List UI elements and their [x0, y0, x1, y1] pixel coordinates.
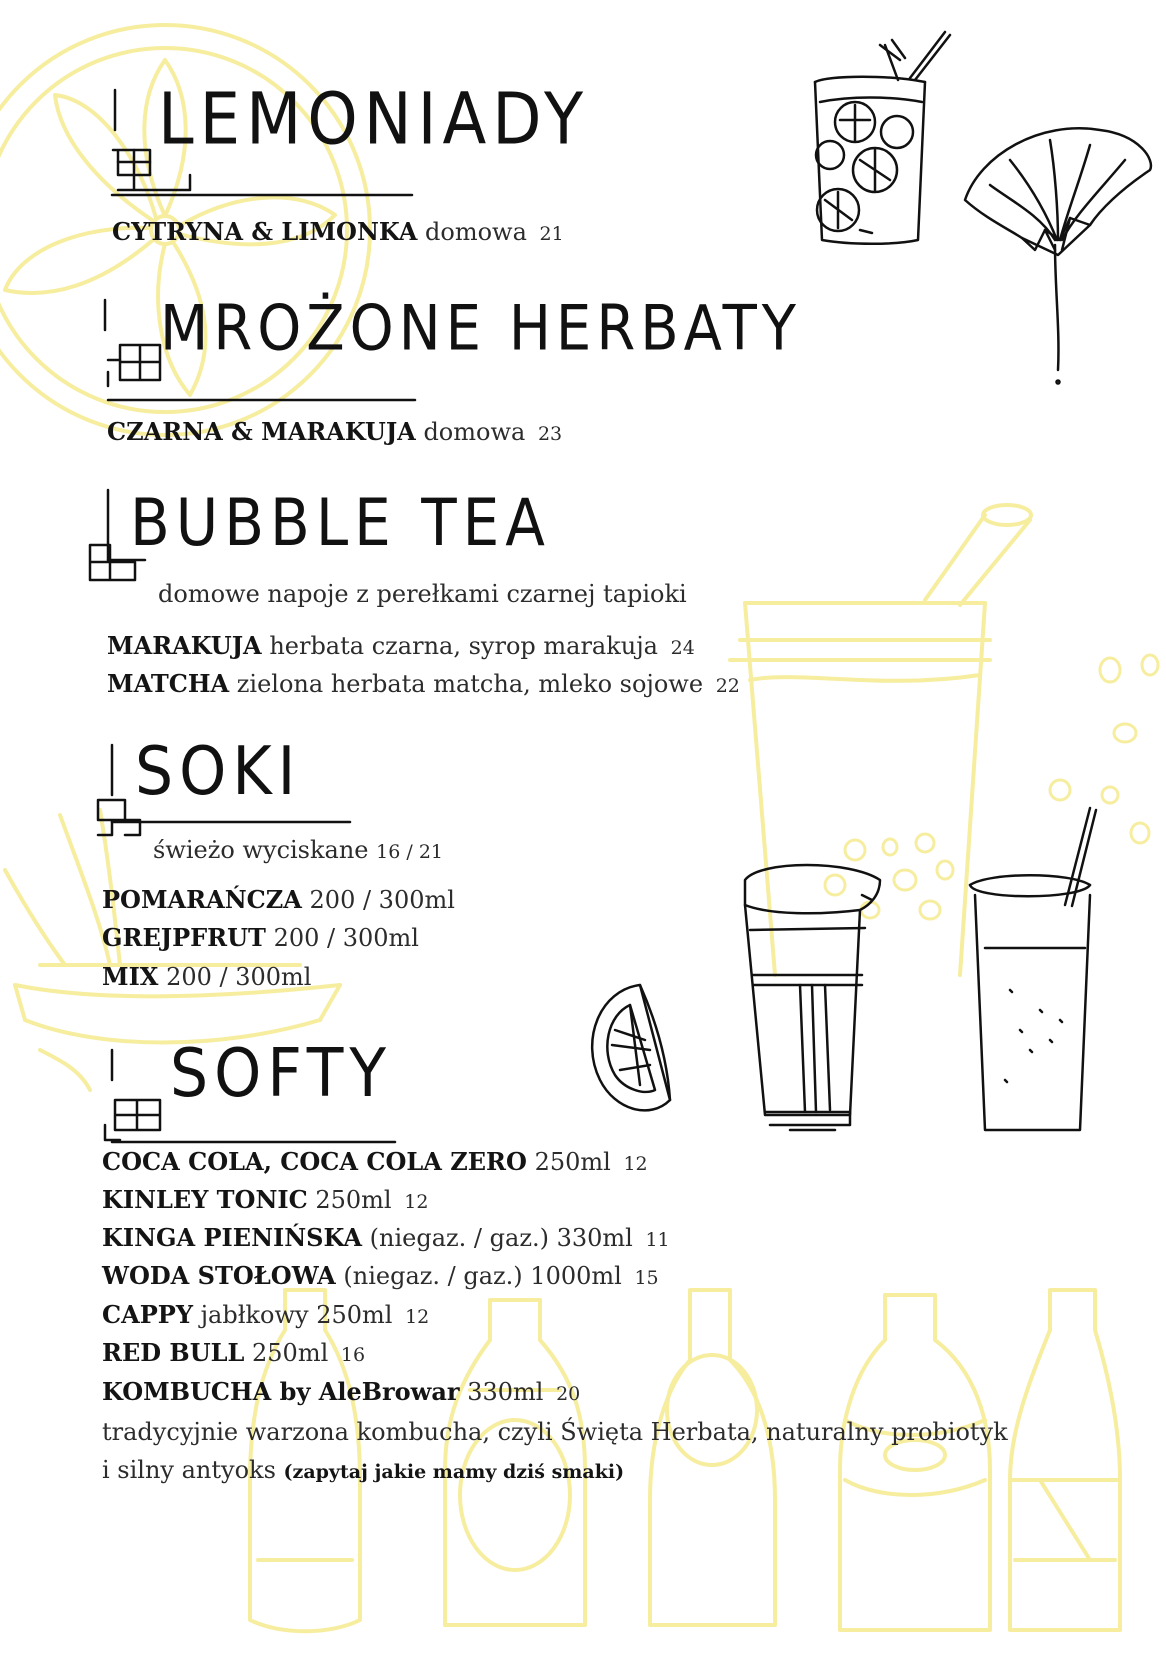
menu-item [102, 1261, 659, 1290]
item-desc: herbata czarna, syrop marakuja [269, 632, 658, 660]
item-name: KINLEY TONIC [102, 1185, 308, 1214]
item-desc: 250ml [252, 1339, 329, 1367]
item-desc: 200 / 300ml [166, 963, 312, 991]
item-name: GREJPFRUT [102, 923, 266, 952]
menu-item [112, 217, 564, 246]
menu-item [102, 923, 419, 952]
item-name: MARAKUJA [107, 631, 262, 660]
menu-item [107, 417, 563, 446]
item-price: 12 [404, 1191, 429, 1213]
note-bold: (zapytaj jakie mamy dziś smaki) [283, 1461, 625, 1483]
item-name: CYTRYNA & LIMONKA [112, 217, 418, 246]
item-price: 21 [539, 223, 564, 245]
item-desc: 250ml [315, 1186, 392, 1214]
item-name: POMARAŃCZA [102, 885, 302, 914]
item-name: MATCHA [107, 669, 230, 698]
subtitle-text: świeżo wyciskane [153, 836, 369, 864]
item-name: RED BULL [102, 1338, 245, 1367]
heading-lemoniady: LEMONIADY [158, 78, 590, 162]
subtitle-price: 16 / 21 [376, 841, 443, 863]
menu-item [102, 1377, 581, 1406]
item-name: CZARNA & MARAKUJA [107, 417, 416, 446]
item-price: 15 [634, 1267, 659, 1289]
menu-item [102, 1147, 648, 1176]
menu-item [102, 1185, 429, 1214]
item-desc: 330ml [467, 1378, 544, 1406]
menu-item [107, 669, 740, 698]
kombucha-note-line2 [102, 1458, 624, 1482]
menu-item [102, 1223, 670, 1252]
section-subtitle: domowe napoje z perełkami czarnej tapioki [158, 580, 687, 608]
item-desc: domowa [423, 418, 526, 446]
item-desc: (niegaz. / gaz.) 1000ml [343, 1262, 622, 1290]
item-name: WODA STOŁOWA [102, 1261, 336, 1290]
glass-with-straw-illustration [970, 808, 1096, 1130]
item-price: 22 [715, 675, 740, 697]
item-name: KOMBUCHA by AleBrowar [102, 1377, 460, 1406]
item-price: 11 [645, 1229, 670, 1251]
heading-softy: SOFTY [170, 1034, 393, 1113]
item-price: 12 [405, 1306, 430, 1328]
item-desc: 200 / 300ml [309, 886, 455, 914]
cocktail-glass-illustration [815, 32, 950, 244]
heading-bubble-tea: BUBBLE TEA [130, 484, 551, 561]
section-subtitle [153, 838, 443, 862]
item-desc: zielona herbata matcha, mleko sojowe [236, 670, 704, 698]
item-price: 16 [340, 1344, 366, 1366]
menu-item [102, 1300, 430, 1329]
item-price: 20 [556, 1383, 581, 1405]
menu-item [102, 962, 312, 991]
item-name: COCA COLA, COCA COLA ZERO [102, 1147, 527, 1176]
item-desc: 200 / 300ml [273, 924, 419, 952]
item-price: 23 [537, 423, 563, 445]
ginkgo-leaf-illustration [965, 128, 1151, 383]
juice-glass-illustration [745, 865, 880, 1130]
kombucha-note-line1: tradycyjnie warzona kombucha, czyli Święta Herbata, naturalny probiotyk [102, 1418, 1008, 1446]
item-desc: 250ml [534, 1148, 611, 1176]
item-desc: (niegaz. / gaz.) 330ml [369, 1224, 633, 1252]
menu-item [102, 1338, 366, 1367]
item-price: 24 [670, 637, 695, 659]
item-name: KINGA PIENIŃSKA [102, 1223, 363, 1252]
item-desc: jabłkowy 250ml [200, 1301, 393, 1329]
item-name: CAPPY [102, 1300, 193, 1329]
item-desc: domowa [425, 218, 527, 246]
note-text: i silny antyoks [102, 1456, 276, 1484]
menu-item [102, 885, 455, 914]
item-name: MIX [102, 962, 159, 991]
heading-soki: SOKI [135, 732, 302, 811]
item-price: 12 [623, 1153, 648, 1175]
heading-mrozone-herbaty: MROŻONE HERBATY [160, 292, 802, 366]
menu-item [107, 631, 695, 660]
orange-slice-illustration [592, 985, 670, 1110]
